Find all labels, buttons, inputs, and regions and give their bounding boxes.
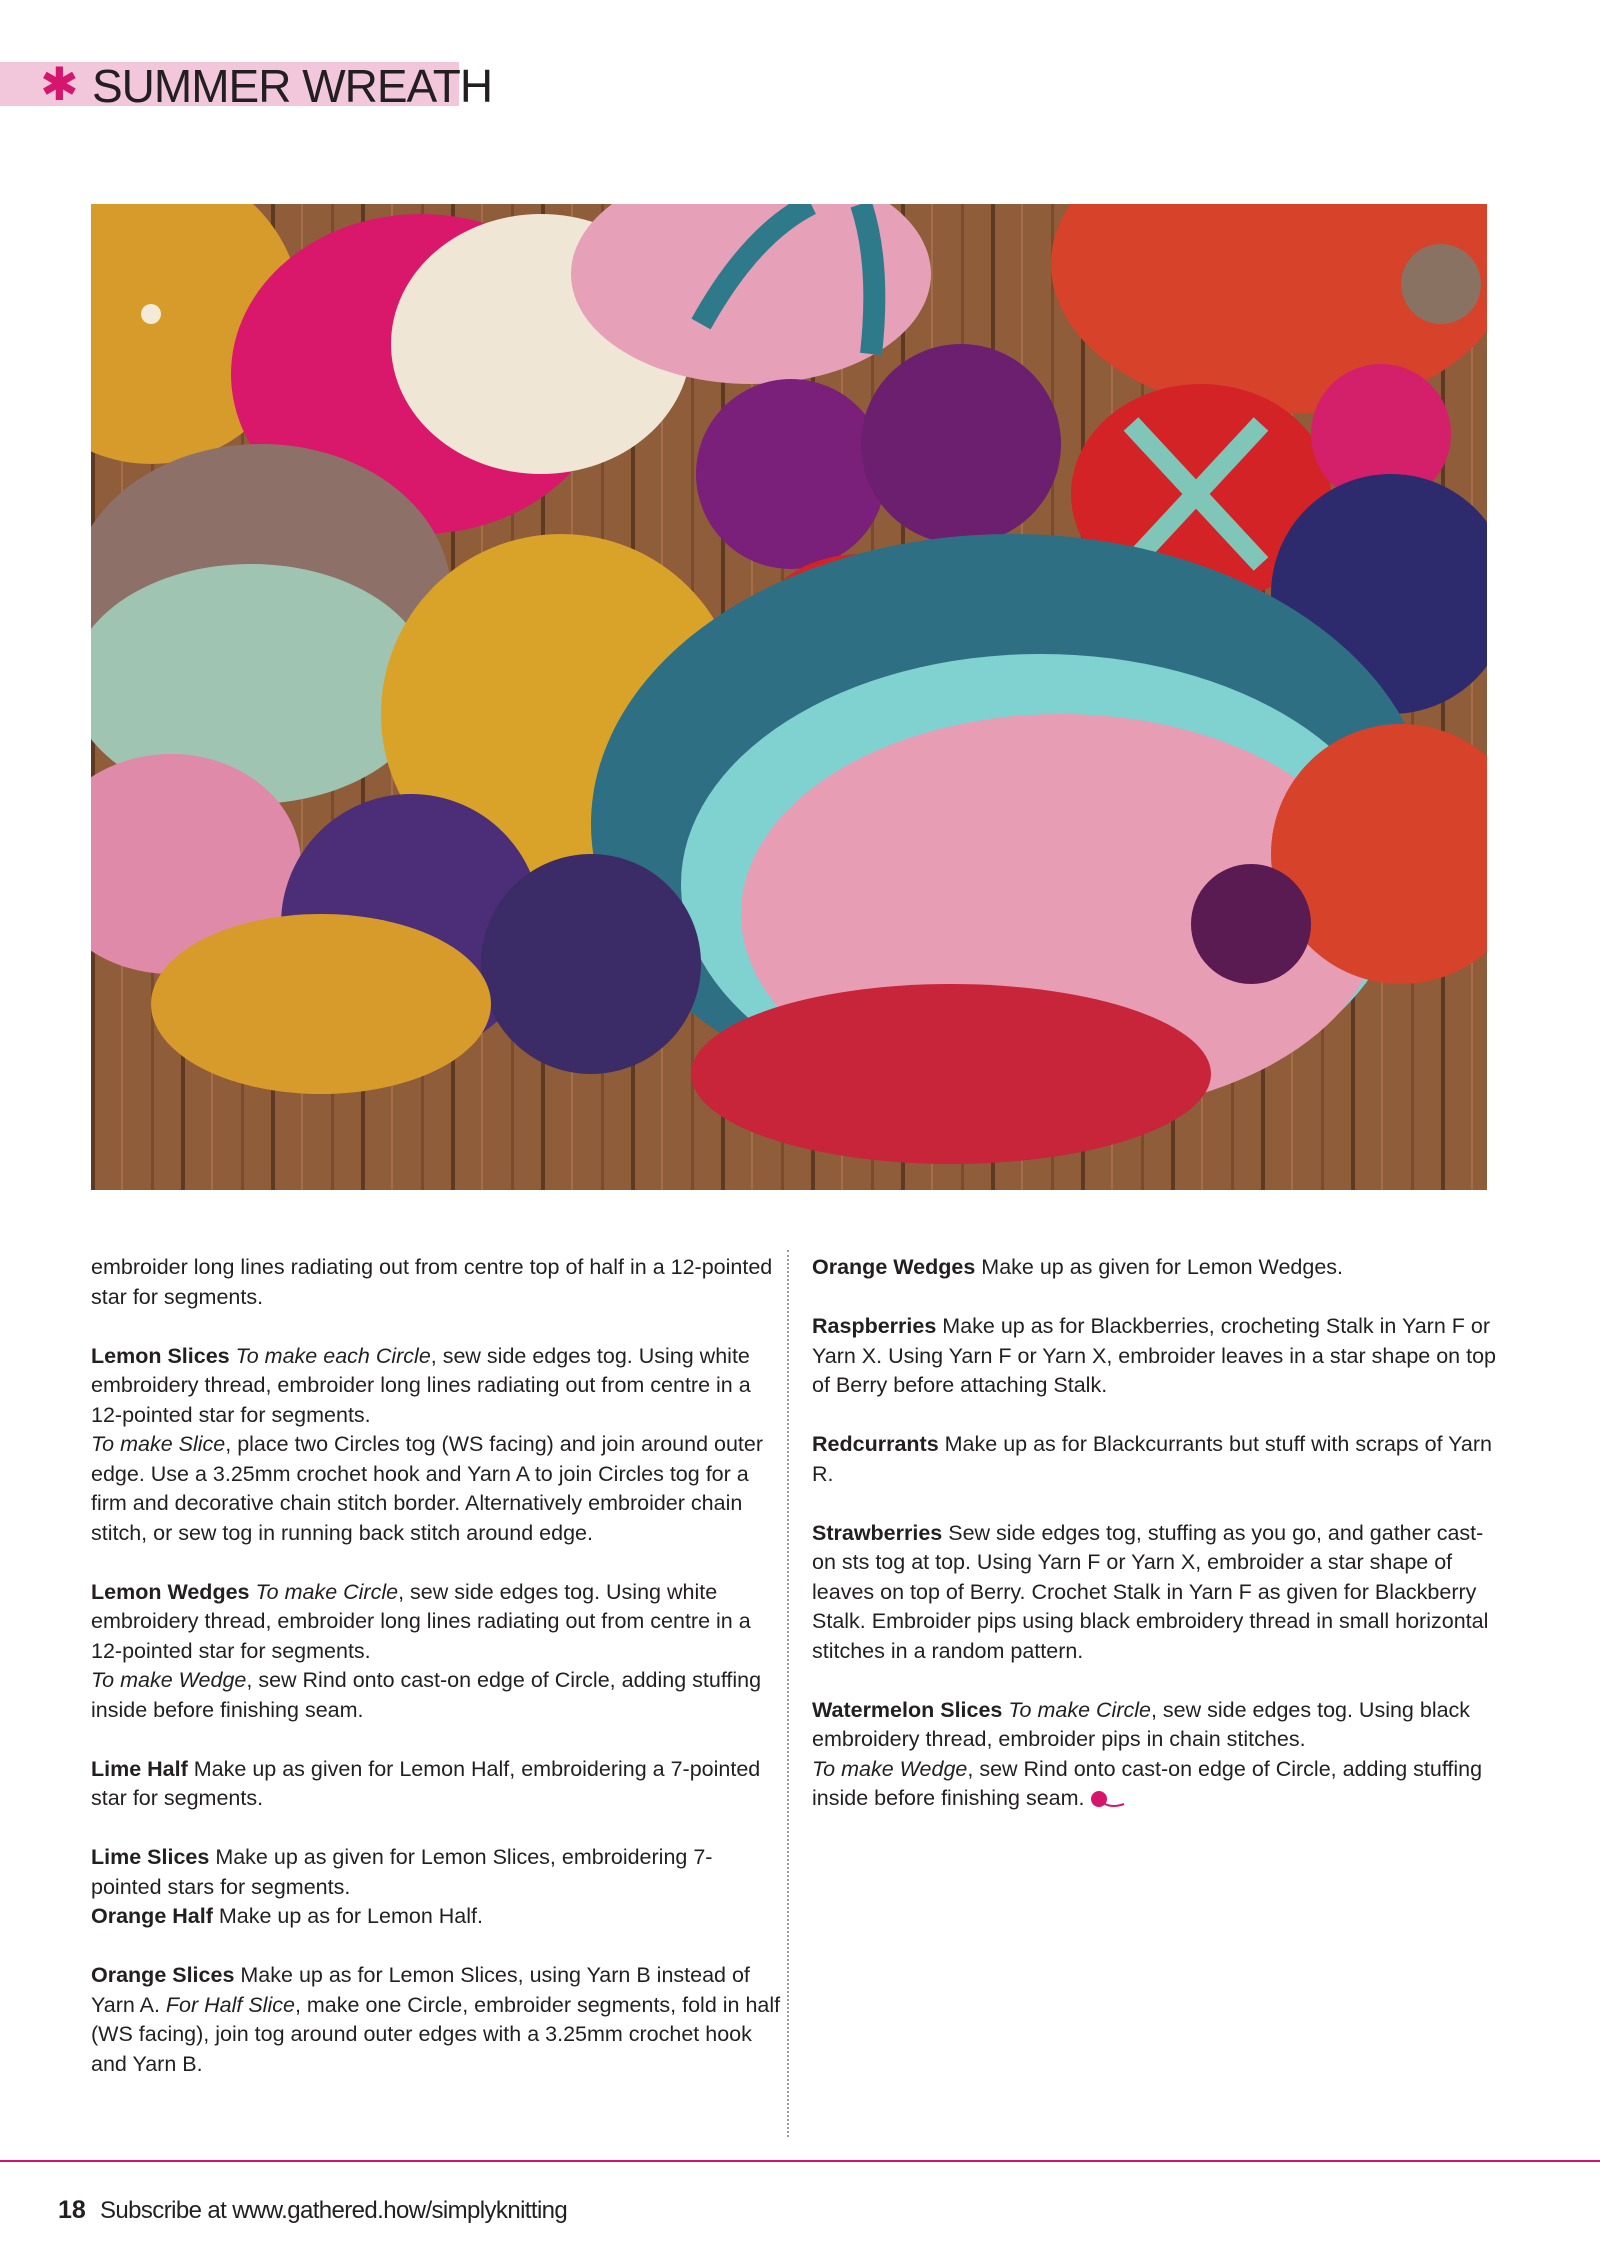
instruction-text: , sew side edges tog. Using white embroidery thread, embroider long lines radiating out from centre in a 12-pointed star for segments. xyxy=(91,1579,751,1663)
strawberries-paragraph xyxy=(812,1519,1502,1667)
instruction-italic: To make Wedge xyxy=(812,1756,968,1781)
instruction-italic: To make each Circle xyxy=(235,1343,431,1368)
redcurrants-title: Redcurrants xyxy=(812,1432,939,1456)
watermelon-slices-paragraph xyxy=(812,1696,1502,1814)
right-column xyxy=(812,1253,1502,1843)
instruction-text: , sew Rind onto cast-on edge of Circle, adding stuffing inside before finishing seam. xyxy=(812,1756,1483,1810)
subscribe-link[interactable]: Subscribe at www.gathered.how/simplyknitting xyxy=(100,2197,568,2224)
raspberries-paragraph xyxy=(812,1312,1502,1401)
instruction-text: Make up as for Lemon Slices, using Yarn B instead of Yarn A. xyxy=(91,1963,750,2017)
instruction-text: , sew side edges tog. Using black embroidery thread, embroider pips in chain stitches. xyxy=(812,1697,1471,1751)
instruction-italic: To make Circle xyxy=(255,1579,399,1604)
raspberries-title: Raspberries xyxy=(812,1314,937,1338)
orange-slices-paragraph xyxy=(91,1961,781,2079)
instruction-text: Make up as for Blackcurrants but stuff with scraps of Yarn R. xyxy=(812,1432,1492,1486)
instruction-text: Make up as given for Lemon Slices, embroidering 7-pointed stars for segments. xyxy=(91,1845,713,1899)
instruction-text: Make up as given for Lemon Half, embroidering a 7-pointed star for segments. xyxy=(91,1756,761,1810)
lime-slices-paragraph xyxy=(91,1843,781,1902)
lemon-slices-paragraph xyxy=(91,1342,781,1549)
instruction-text: , sew Rind onto cast-on edge of Circle, adding stuffing inside before finishing seam. xyxy=(91,1668,762,1722)
instruction-italic: To make Wedge xyxy=(91,1668,247,1692)
instruction-text: Sew side edges tog, stuffing as you go, and gather cast-on sts tog at top. Using Yarn F or Yarn X, embroider a star shape of leaves on top of Berry. Crochet Stalk in Yarn F as given for Blackberry Stalk. Embroider pips using black embroidery thread in small horizontal stitches in a random pattern. xyxy=(812,1520,1489,1663)
orange-slices-title: Orange Slices xyxy=(91,1963,235,1987)
orange-half-paragraph xyxy=(91,1902,781,1932)
instruction-italic: To make Slice xyxy=(91,1432,226,1456)
instruction-text: Make up as for Blackberries, crocheting Stalk in Yarn F or Yarn X. Using Yarn F or Yarn X, embroider leaves in a star shape on top of Berry before attaching Stalk. xyxy=(812,1314,1496,1397)
lime-half-paragraph xyxy=(91,1755,781,1814)
instruction-text: , make one Circle, embroider segments, fold in half (WS facing), join tog around outer edges with a 3.25mm crochet hook and Yarn B. xyxy=(91,1992,781,2076)
instruction-italic: For Half Slice xyxy=(165,1992,295,2017)
footer-rule xyxy=(0,2160,1600,2162)
lemon-slices-title: Lemon Slices xyxy=(91,1343,230,1368)
instruction-text: Make up as for Lemon Half. xyxy=(218,1904,483,1928)
instruction-text: , sew side edges tog. Using white embroidery thread, embroider long lines radiating out from centre in a 12-pointed star for segments. xyxy=(91,1343,751,1427)
redcurrants-paragraph xyxy=(812,1430,1502,1489)
section-title: SUMMER WREATH xyxy=(92,60,493,112)
column-divider xyxy=(787,1250,789,2137)
yarn-ball-icon xyxy=(1089,1789,1125,1809)
flower-icon: ✱ xyxy=(40,57,79,111)
lime-half-title: Lime Half xyxy=(91,1756,188,1781)
orange-wedges-paragraph xyxy=(812,1253,1502,1283)
instruction-text: Make up as given for Lemon Wedges. xyxy=(981,1255,1344,1279)
instruction-italic: To make Circle xyxy=(1008,1697,1151,1722)
orange-half-title: Orange Half xyxy=(91,1904,213,1928)
watermelon-slices-title: Watermelon Slices xyxy=(812,1697,1003,1722)
continuation-paragraph: embroider long lines radiating out from centre top of half in a 12-pointed star for segments. xyxy=(91,1255,773,1309)
strawberries-title: Strawberries xyxy=(812,1520,943,1545)
knitted-wreath-photo xyxy=(91,204,1487,1190)
left-column xyxy=(91,1253,781,2109)
lime-slices-title: Lime Slices xyxy=(91,1845,210,1869)
page-number: 18 xyxy=(58,2196,86,2224)
instruction-text: , place two Circles tog (WS facing) and join around outer edge. Use a 3.25mm crochet hook and Yarn A to join Circles tog for a firm and decorative chain stitch border. Alternatively embroider chain stitch, or sew tog in running back stitch around edge. xyxy=(91,1432,764,1545)
orange-wedges-title: Orange Wedges xyxy=(812,1255,976,1279)
lemon-wedges-title: Lemon Wedges xyxy=(91,1579,250,1604)
lemon-wedges-paragraph xyxy=(91,1578,781,1726)
